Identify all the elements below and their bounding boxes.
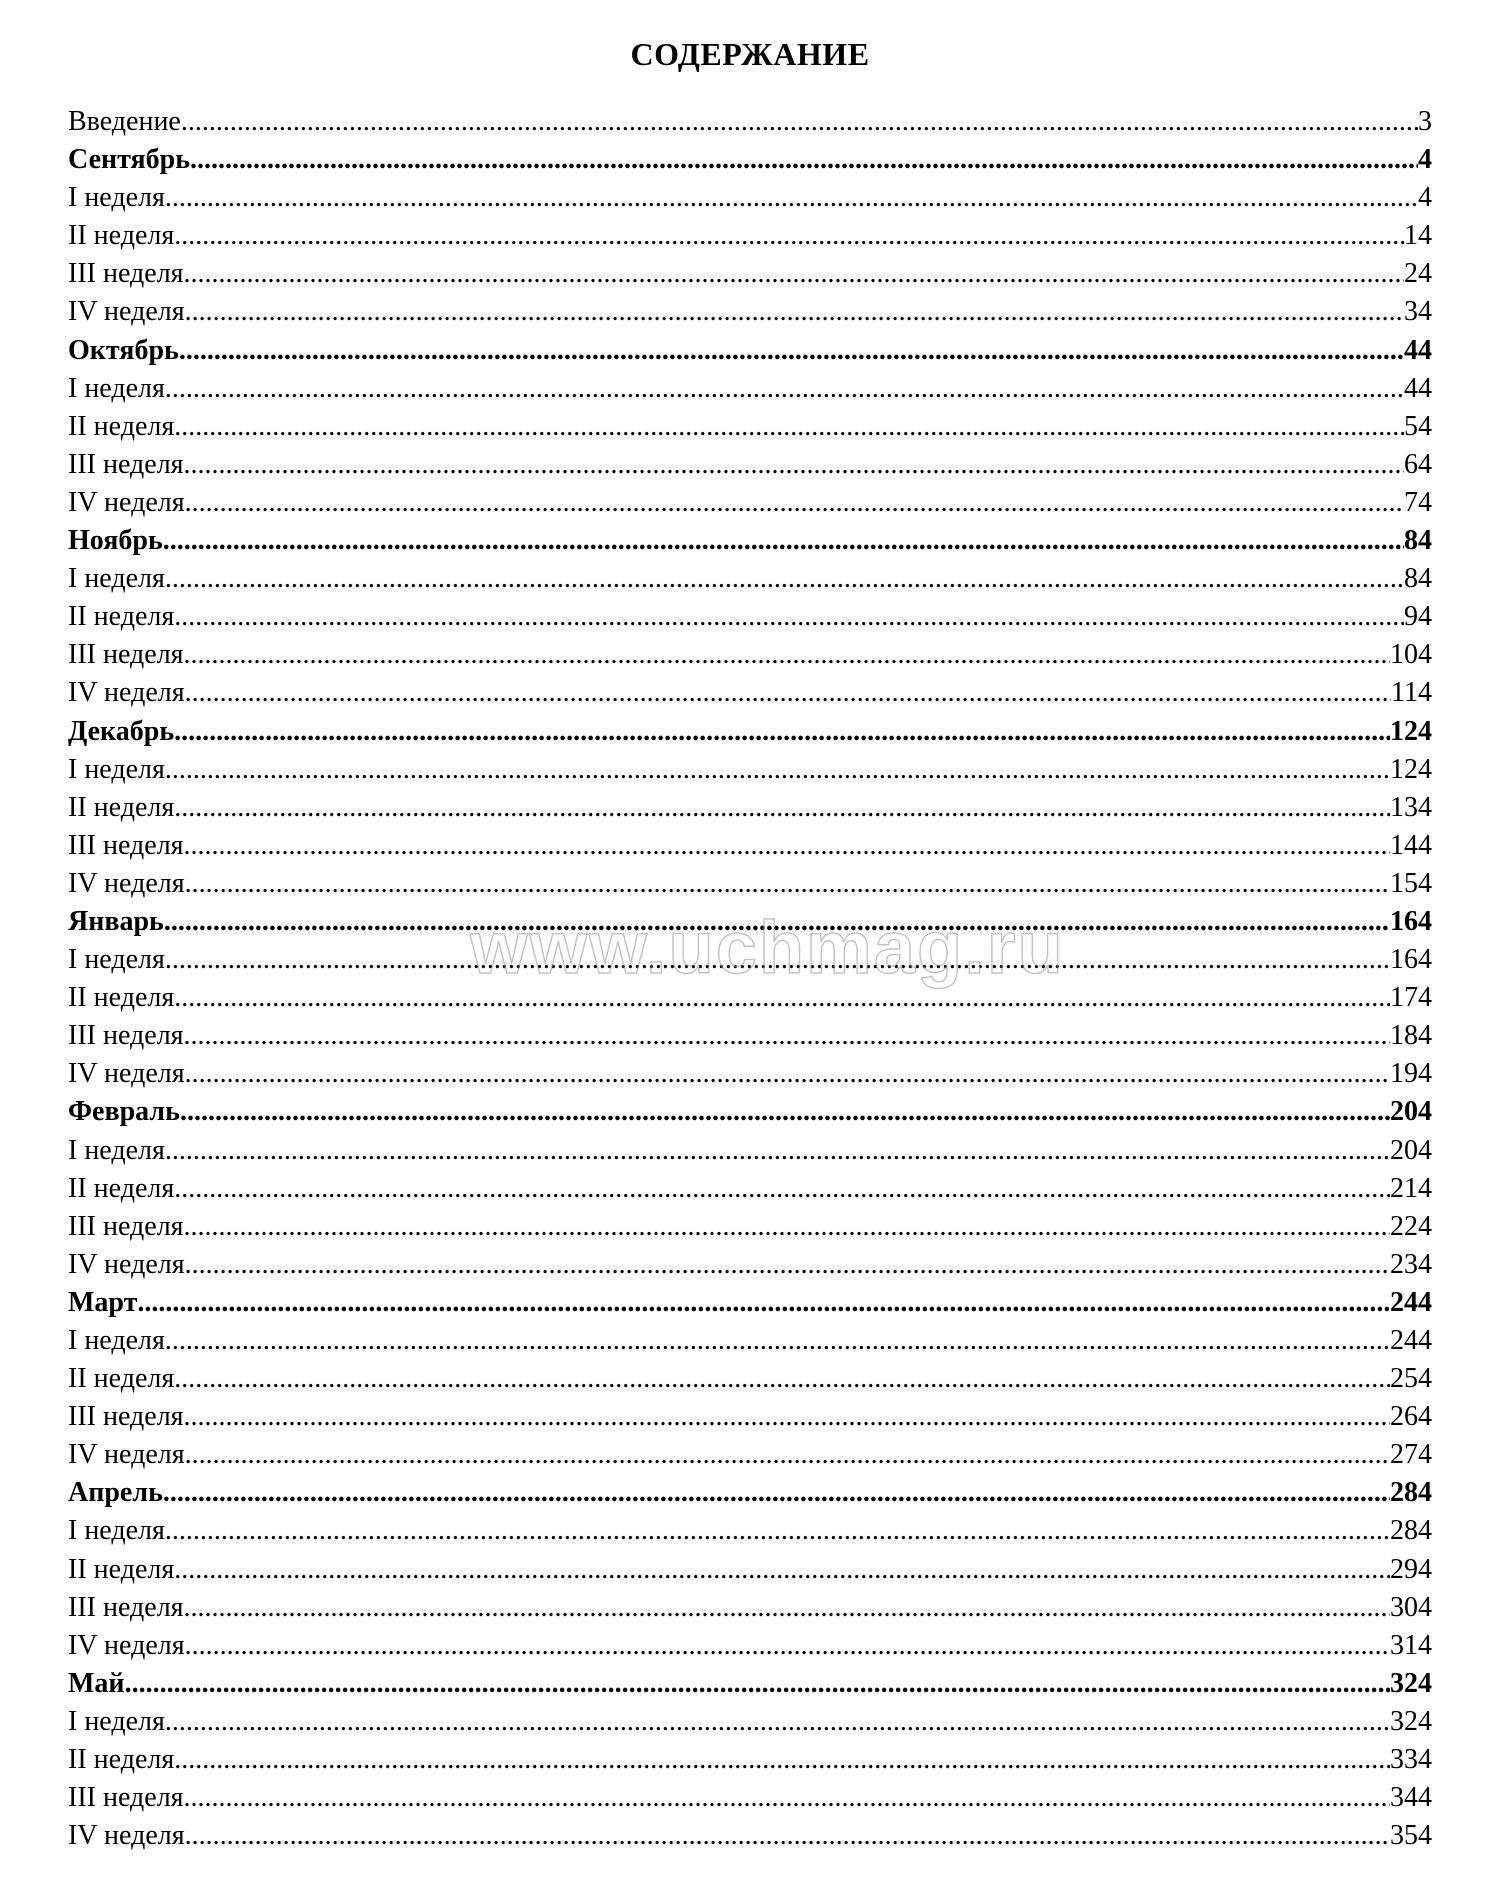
toc-entry-page-number: 14 [1404, 220, 1432, 252]
toc-month-entry [68, 1665, 1432, 1703]
toc-entry-label: Сентябрь [68, 144, 191, 176]
toc-entry [68, 1208, 1432, 1246]
toc-leader-dots [184, 255, 1404, 293]
toc-entry-page-number: 254 [1390, 1363, 1432, 1395]
toc-month-entry [68, 713, 1432, 751]
toc-entry-label: IV неделя [68, 1439, 185, 1471]
toc-entry-label: II неделя [68, 1553, 175, 1585]
toc-leader-dots [174, 979, 1390, 1017]
toc-entry-page-number: 154 [1390, 867, 1432, 899]
toc-entry [68, 979, 1432, 1017]
watermark-text: www.uchmag.ru [470, 906, 1065, 989]
toc-leader-dots [165, 1322, 1390, 1360]
toc-entry-page-number: 3 [1418, 106, 1432, 137]
toc-entry-page-number: 244 [1390, 1286, 1432, 1318]
toc-entry [68, 789, 1432, 827]
toc-leader-dots [185, 1055, 1390, 1093]
toc-entry [68, 1132, 1432, 1170]
toc-leader-dots [185, 484, 1404, 522]
toc-entry-page-number: 144 [1390, 829, 1432, 861]
toc-leader-dots [184, 1589, 1390, 1627]
toc-entry-label: II неделя [68, 410, 175, 442]
toc-entry-label: I неделя [68, 944, 165, 976]
toc-entry-page-number: 174 [1390, 982, 1432, 1014]
toc-leader-dots [165, 941, 1390, 979]
toc-month-entry [68, 1093, 1432, 1131]
toc-entry-label: I неделя [68, 753, 165, 785]
toc-entry-label: I неделя [68, 563, 165, 595]
toc-entry-page-number: 284 [1390, 1515, 1432, 1547]
toc-month-entry [68, 522, 1432, 560]
toc-entry-label: II неделя [68, 1363, 175, 1395]
toc-entry [68, 751, 1432, 789]
toc-entry-label: II неделя [68, 982, 175, 1014]
toc-entry-page-number: 164 [1390, 905, 1432, 937]
toc-entry-label: IV неделя [68, 677, 185, 709]
toc-entry-label: I неделя [68, 372, 165, 404]
toc-entry-page-number: 314 [1390, 1629, 1432, 1661]
toc-entry [68, 1436, 1432, 1474]
toc-entry-label: Февраль [68, 1096, 180, 1128]
toc-leader-dots [190, 141, 1418, 179]
toc-entry-label: III неделя [68, 448, 184, 480]
toc-entry [68, 1246, 1432, 1284]
toc-leader-dots [184, 1208, 1390, 1246]
toc-leader-dots [185, 865, 1390, 903]
toc-entry-page-number: 304 [1390, 1591, 1432, 1623]
toc-entry-label: Апрель [68, 1477, 163, 1509]
toc-leader-dots [179, 332, 1404, 370]
toc-leader-dots [180, 1093, 1390, 1131]
toc-entry-page-number: 94 [1404, 601, 1432, 633]
toc-entry [68, 1017, 1432, 1055]
toc-entry [68, 1512, 1432, 1550]
toc-entry [68, 1360, 1432, 1398]
toc-entry-label: Март [68, 1286, 138, 1318]
toc-entry-label: Январь [68, 905, 164, 937]
toc-entry-label: I неделя [68, 1705, 165, 1737]
toc-entry-page-number: 284 [1390, 1477, 1432, 1509]
toc-entry [68, 179, 1432, 217]
toc-leader-dots [174, 713, 1390, 751]
toc-entry-label: III неделя [68, 639, 184, 671]
toc-entry-page-number: 4 [1418, 144, 1432, 176]
toc-leader-dots [174, 1170, 1390, 1208]
toc-entry-page-number: 224 [1390, 1210, 1432, 1242]
toc-entry-page-number: 24 [1404, 258, 1432, 290]
toc-entry-page-number: 84 [1404, 563, 1432, 595]
toc-entry-label: II неделя [68, 220, 175, 252]
toc-leader-dots [185, 1246, 1390, 1284]
toc-entry-label: Декабрь [68, 715, 175, 747]
page-title: СОДЕРЖАНИЕ [630, 36, 870, 72]
toc-entry-label: II неделя [68, 791, 175, 823]
toc-entry [68, 1055, 1432, 1093]
toc-leader-dots [181, 103, 1418, 141]
toc-entry-label: III неделя [68, 1020, 184, 1052]
toc-entry-page-number: 214 [1390, 1172, 1432, 1204]
toc-entry-page-number: 294 [1390, 1553, 1432, 1585]
toc-entry-page-number: 274 [1390, 1439, 1432, 1471]
toc-entry-label: II неделя [68, 601, 175, 633]
toc-entry [68, 484, 1432, 522]
toc-entry [68, 636, 1432, 674]
toc-entry [68, 865, 1432, 903]
toc-entry-label: I неделя [68, 1325, 165, 1356]
toc-entry-label: III неделя [68, 1401, 184, 1433]
toc-leader-dots [165, 1132, 1390, 1170]
toc-leader-dots [165, 1703, 1390, 1741]
toc-entry [68, 827, 1432, 865]
toc-entry [68, 560, 1432, 598]
toc-entry-label: IV неделя [68, 486, 185, 518]
toc-entry-page-number: 204 [1390, 1096, 1432, 1128]
toc-entry-label: IV неделя [68, 1629, 185, 1661]
toc-leader-dots [184, 827, 1390, 865]
toc-leader-dots [174, 1741, 1390, 1779]
toc-entry-label: III неделя [68, 1210, 184, 1242]
toc-entry-page-number: 124 [1390, 753, 1432, 785]
toc-leader-dots [185, 1817, 1390, 1855]
table-of-contents [68, 103, 1432, 1855]
toc-entry [68, 1322, 1432, 1360]
toc-entry-page-number: 324 [1390, 1667, 1432, 1699]
toc-entry-page-number: 344 [1390, 1782, 1432, 1814]
toc-entry-page-number: 74 [1404, 486, 1432, 518]
toc-leader-dots [174, 217, 1404, 255]
toc-entry-label: I неделя [68, 1515, 165, 1547]
toc-leader-dots [165, 370, 1404, 408]
toc-entry-label: IV неделя [68, 1248, 185, 1280]
toc-leader-dots [125, 1665, 1390, 1703]
toc-entry-label: Октябрь [68, 334, 179, 366]
toc-leader-dots [185, 293, 1404, 331]
toc-entry [68, 674, 1432, 712]
toc-entry-page-number: 84 [1404, 525, 1432, 557]
toc-entry-page-number: 64 [1404, 448, 1432, 480]
toc-month-entry [68, 1284, 1432, 1322]
toc-entry-page-number: 324 [1390, 1705, 1432, 1737]
toc-leader-dots [164, 903, 1390, 941]
toc-month-entry [68, 141, 1432, 179]
toc-entry-label: III неделя [68, 258, 184, 290]
toc-entry [68, 598, 1432, 636]
toc-entry-page-number: 244 [1390, 1325, 1432, 1356]
toc-entry [68, 1779, 1432, 1817]
toc-leader-dots [174, 1551, 1390, 1589]
toc-month-entry [68, 332, 1432, 370]
toc-leader-dots [165, 560, 1404, 598]
toc-entry-page-number: 124 [1390, 715, 1432, 747]
toc-entry-label: Ноябрь [68, 525, 163, 557]
toc-entry-label: I неделя [68, 1134, 165, 1166]
toc-leader-dots [185, 1627, 1390, 1665]
toc-leader-dots [184, 1398, 1390, 1436]
toc-leader-dots [165, 751, 1390, 789]
toc-leader-dots [184, 1017, 1390, 1055]
toc-month-entry [68, 903, 1432, 941]
toc-entry [68, 1551, 1432, 1589]
toc-entry [68, 1703, 1432, 1741]
toc-entry-page-number: 264 [1390, 1401, 1432, 1433]
toc-entry-page-number: 134 [1390, 791, 1432, 823]
toc-entry-page-number: 44 [1404, 372, 1432, 404]
toc-entry-label: III неделя [68, 829, 184, 861]
toc-entry-label: II неделя [68, 1744, 175, 1776]
toc-entry-label: II неделя [68, 1172, 175, 1204]
toc-entry [68, 1741, 1432, 1779]
toc-leader-dots [165, 1512, 1390, 1550]
toc-leader-dots [184, 1779, 1390, 1817]
toc-leader-dots [137, 1284, 1390, 1322]
toc-entry-label: IV неделя [68, 1820, 185, 1852]
toc-entry-page-number: 164 [1390, 944, 1432, 976]
toc-entry-page-number: 44 [1404, 334, 1432, 366]
toc-leader-dots [163, 522, 1404, 560]
toc-entry-label: III неделя [68, 1591, 184, 1623]
toc-entry [68, 1817, 1432, 1855]
toc-leader-dots [174, 408, 1404, 446]
toc-entry [68, 293, 1432, 331]
toc-entry-page-number: 54 [1404, 410, 1432, 442]
toc-entry-label: IV неделя [68, 1058, 185, 1090]
toc-entry [68, 103, 1432, 141]
toc-entry-page-number: 334 [1390, 1744, 1432, 1776]
toc-entry [68, 1398, 1432, 1436]
toc-entry [68, 1170, 1432, 1208]
toc-entry [68, 1589, 1432, 1627]
toc-entry-page-number: 354 [1390, 1820, 1432, 1852]
toc-entry-label: III неделя [68, 1782, 184, 1814]
toc-entry-label: I неделя [68, 182, 165, 214]
toc-entry-label: Введение [68, 106, 181, 137]
toc-leader-dots [174, 1360, 1390, 1398]
toc-entry [68, 941, 1432, 979]
toc-entry-page-number: 34 [1404, 296, 1432, 328]
toc-entry-page-number: 234 [1390, 1248, 1432, 1280]
toc-entry-label: IV неделя [68, 296, 185, 328]
toc-entry-page-number: 184 [1390, 1020, 1432, 1052]
toc-entry-page-number: 114 [1391, 677, 1432, 709]
toc-entry-label: Май [68, 1667, 125, 1699]
toc-month-entry [68, 1474, 1432, 1512]
toc-entry [68, 217, 1432, 255]
toc-entry-page-number: 194 [1390, 1058, 1432, 1090]
toc-leader-dots [174, 789, 1390, 827]
toc-entry [68, 370, 1432, 408]
toc-entry [68, 1627, 1432, 1665]
toc-leader-dots [185, 1436, 1390, 1474]
toc-leader-dots [185, 674, 1391, 712]
toc-entry-page-number: 4 [1418, 182, 1432, 214]
toc-leader-dots [163, 1474, 1390, 1512]
toc-entry [68, 446, 1432, 484]
toc-leader-dots [174, 598, 1404, 636]
toc-leader-dots [184, 446, 1404, 484]
toc-leader-dots [165, 179, 1418, 217]
toc-leader-dots [184, 636, 1390, 674]
toc-entry-page-number: 104 [1390, 639, 1432, 671]
toc-entry [68, 408, 1432, 446]
toc-entry-page-number: 204 [1390, 1134, 1432, 1166]
toc-entry [68, 255, 1432, 293]
toc-entry-label: IV неделя [68, 867, 185, 899]
